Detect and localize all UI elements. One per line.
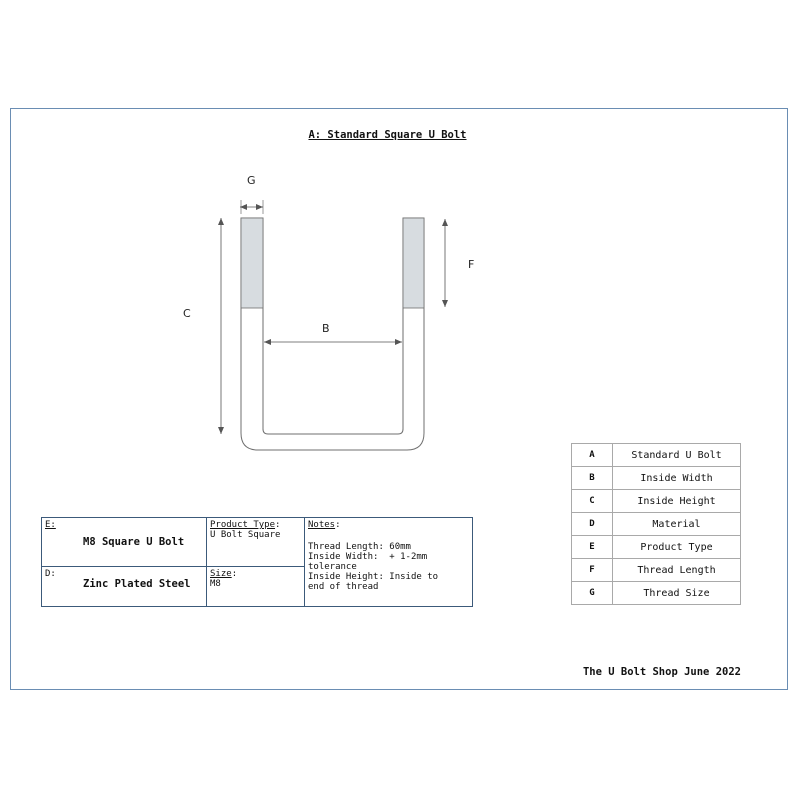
legend-key: A	[572, 444, 613, 467]
notes-label: Notes	[308, 520, 336, 530]
material-value: Zinc Plated Steel	[83, 578, 191, 590]
product-type-value: U Bolt Square	[210, 530, 281, 540]
legend-row	[572, 513, 741, 536]
legend-key: G	[572, 582, 613, 605]
legend-row	[572, 559, 741, 582]
notes-line: end of thread	[308, 582, 379, 592]
dimension-g-label: G	[247, 174, 256, 187]
legend-row	[572, 444, 741, 467]
legend-key: D	[572, 513, 613, 536]
legend-key: C	[572, 490, 613, 513]
legend-row	[572, 536, 741, 559]
legend-value: Inside Height	[613, 490, 741, 513]
legend-key: F	[572, 559, 613, 582]
material-cell	[42, 567, 207, 607]
product-name-value: M8 Square U Bolt	[83, 536, 185, 548]
legend-key: B	[572, 467, 613, 490]
product-type-colon: :	[275, 520, 281, 530]
legend-value: Product Type	[613, 536, 741, 559]
dimension-f-label: F	[468, 258, 475, 271]
dimension-c-label: C	[183, 307, 191, 320]
size-colon: :	[231, 569, 238, 579]
legend-row	[572, 582, 741, 605]
legend-row	[572, 490, 741, 513]
legend-table	[571, 443, 741, 605]
notes-line: tolerance	[308, 562, 357, 572]
legend-row	[572, 467, 741, 490]
left-thread	[241, 218, 263, 308]
dimension-b-label: B	[322, 322, 330, 335]
notes-line: Inside Width: + 1-2mm	[308, 552, 428, 562]
size-value: M8	[210, 579, 221, 589]
notes-line: Thread Length: 60mm	[308, 542, 411, 552]
product-name-cell	[42, 518, 207, 567]
legend-key: E	[572, 536, 613, 559]
right-thread	[403, 218, 424, 308]
e-label: E:	[45, 520, 56, 530]
notes-cell	[305, 518, 473, 607]
size-cell	[207, 567, 305, 607]
notes-line: Inside Height: Inside to	[308, 572, 439, 582]
footer-credit: The U Bolt Shop June 2022	[582, 666, 741, 678]
u-bolt-outline	[241, 218, 424, 450]
product-type-cell	[207, 518, 305, 567]
legend-value: Thread Length	[613, 559, 741, 582]
legend-value: Thread Size	[613, 582, 741, 605]
product-type-label: Product Type	[210, 520, 276, 530]
legend-value: Standard U Bolt	[613, 444, 741, 467]
legend-value: Inside Width	[613, 467, 741, 490]
drawing-title: A: Standard Square U Bolt	[308, 129, 467, 141]
size-label: Size	[210, 569, 232, 579]
legend-value: Material	[613, 513, 741, 536]
d-label: D:	[45, 569, 56, 579]
info-table	[41, 517, 473, 607]
notes-colon: :	[335, 520, 341, 530]
